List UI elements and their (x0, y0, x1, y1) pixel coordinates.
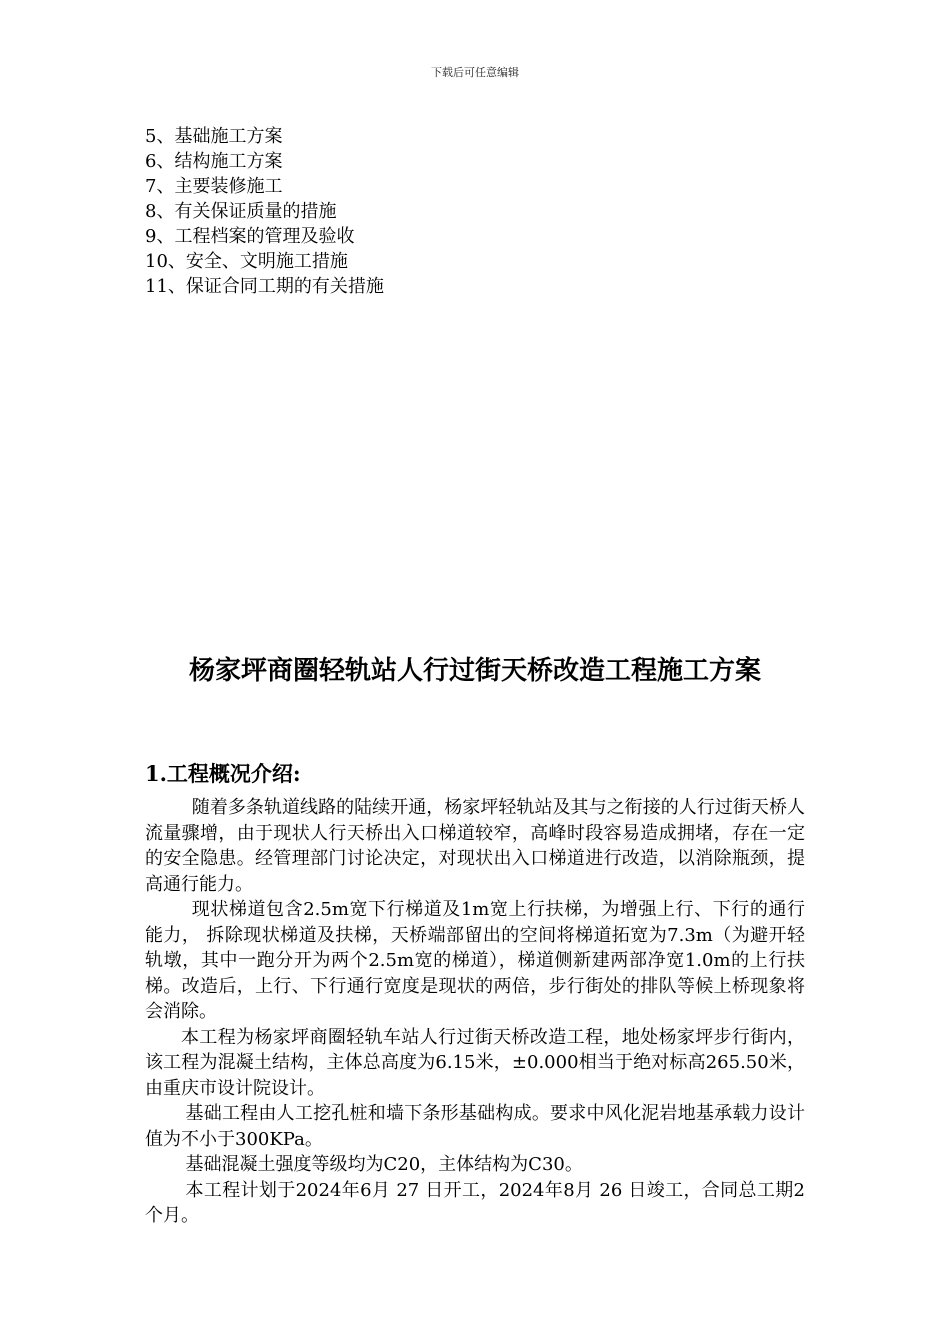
document-title: 杨家坪商圈轻轨站人行过街天桥改造工程施工方案 (188, 656, 761, 686)
paragraph-renovation-scope: 现状梯道包含2.5m宽下行梯道及1m宽上行扶梯，为增强上行、下行的通行能力， 拆除现状梯道及扶梯，天桥端部留出的空间将梯道拓宽为7.3m（为避开轻轨墩，其中一跑分开为两个2.5m宽的梯道），梯道侧新建两部净宽1.0m的上行扶梯。改造后，上行、下行通行宽度是现状的两倍，步行街处的排队等候上桥现象将会消除。 (145, 899, 805, 1022)
section-body (145, 795, 805, 1229)
toc-item-10: 10、安全、文明施工措施 (145, 251, 348, 272)
toc-item-8: 8、有关保证质量的措施 (145, 201, 337, 222)
toc-item-9: 9、工程档案的管理及验收 (145, 226, 355, 247)
toc-item-7: 7、主要装修施工 (145, 176, 283, 197)
page-header-note: 下载后可任意编辑 (431, 66, 519, 79)
paragraph-project-info: 本工程为杨家坪商圈轻轨车站人行过街天桥改造工程，地处杨家坪步行街内，该工程为混凝土结构，主体总高度为6.15米，±0.000相当于绝对标高265.50米，由重庆市设计院设计。 (145, 1026, 805, 1099)
paragraph-schedule: 本工程计划于2024年6月 27 日开工，2024年8月 26 日竣工，合同总工期2个月。 (145, 1179, 805, 1226)
section-heading-project-overview: 1.工程概况介绍: (145, 761, 301, 786)
toc-item-5: 5、基础施工方案 (145, 126, 283, 147)
toc-item-11: 11、保证合同工期的有关措施 (145, 276, 384, 297)
table-of-contents-list (145, 124, 805, 299)
paragraph-background: 随着多条轨道线路的陆续开通，杨家坪轻轨站及其与之衔接的人行过街天桥人流量骤增，由于现状人行天桥出入口梯道较窄，高峰时段容易造成拥堵，存在一定的安全隐患。经管理部门讨论决定，对现状出入口梯道进行改造，以消除瓶颈，提高通行能力。 (145, 797, 805, 895)
paragraph-concrete-grade: 基础混凝土强度等级均为C20，主体结构为C30。 (185, 1154, 583, 1175)
paragraph-foundation: 基础工程由人工挖孔桩和墙下条形基础构成。要求中风化泥岩地基承载力设计值为不小于300KPa。 (145, 1103, 805, 1150)
toc-item-6: 6、结构施工方案 (145, 151, 283, 172)
